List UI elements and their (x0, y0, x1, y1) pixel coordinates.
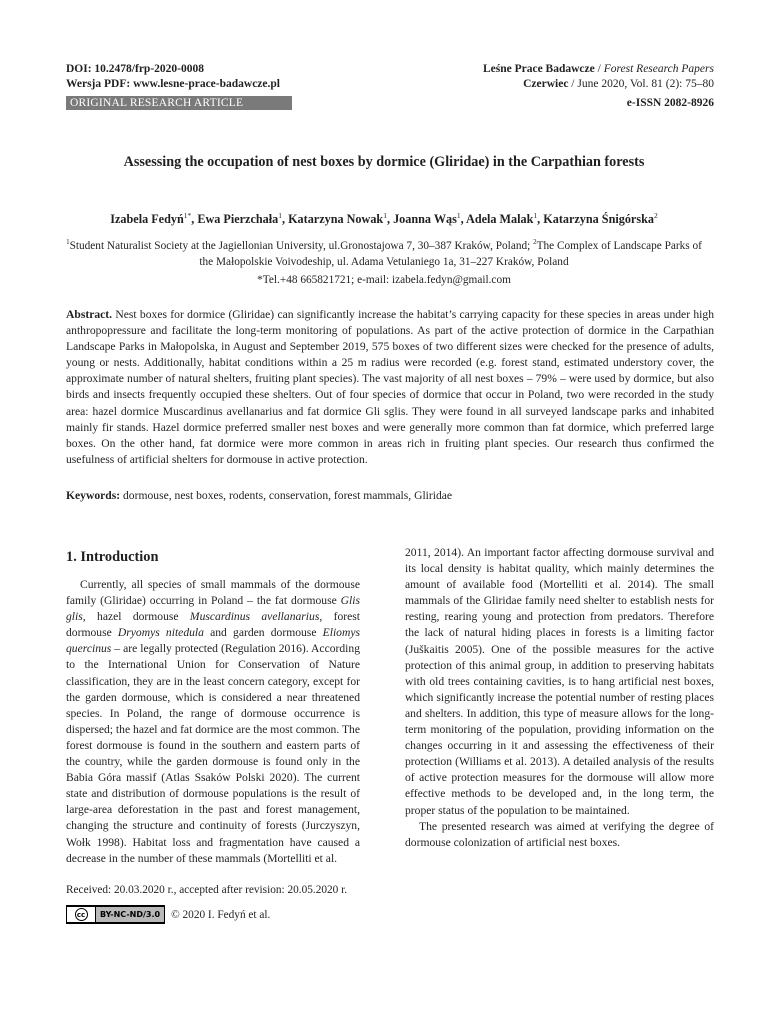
paper-title: Assessing the occupation of nest boxes by dormice (Gliridae) in the Carpathian forests (123, 154, 645, 170)
copyright: © 2020 I. Fedyń et al. (171, 908, 271, 921)
paragraph: 2011, 2014). An important factor affecting dormouse survival and its local density is habitat quality, which mainly determines the amount of available food (Mortelliti et al. 2014). The small mammals of the Gliridae family need shelter to establish nests for resting, rearing young and protection from predators. Therefore the lack of natural hiding places in forests is a limiting factor (Juškaitis 2005). One of the possible measures for the active protection of this animal group, in addition to preserving habitats with old trees containing cavities, is to hang artificial nest boxes, which significantly increase the potential number of resting places and shelters. In addition, this type of measure allows for the long-term monitoring of the population, providing information on the changes occurring in it and assessing the effectiveness of their protection (Williams et al. 2013). A detailed analysis of the results of active protection measures for the dormouse will allow more effective methods to be developed and, in the long term, the proper status of the population to be maintained. (405, 546, 714, 817)
paragraph: The presented research was aimed at verifying the degree of dormouse colonization of artificial nest boxes. (405, 819, 714, 849)
corresponding-contact: *Tel.+48 665821721; e-mail: izabela.fedyn@gmail.com (257, 274, 511, 286)
pdf-link[interactable]: Wersja PDF: www.lesne-prace-badawcze.pl (66, 78, 280, 90)
doi[interactable]: DOI: 10.2478/frp-2020-0008 (66, 63, 204, 75)
section-heading: 1. Introduction (66, 549, 159, 565)
license-text: BY-NC-ND/3.0 (96, 907, 164, 922)
abstract (66, 307, 714, 468)
left-column (66, 577, 360, 867)
author: Katarzyna Nowak$^1$, (288, 211, 394, 227)
author-list (40, 208, 728, 227)
author: Izabela Fedyń$^{1*}$, (110, 211, 198, 227)
issue-date: Czerwiec / June 2020, Vol. 81 (2): 75–80 (523, 78, 714, 90)
affiliations: $^1$Student Naturalist Society at the Jagiellonian University, ul.Gronostajowa 7, 30–387 Kraków, Poland; $^2$The Complex of Landscape Parks of the Małopolskie Voivodeship, ul. Adama Vetulaniego 1a, 31–227 Kraków, Poland (66, 238, 702, 269)
author: Joanna Wąs$^1$, (393, 211, 467, 227)
header-left (66, 62, 280, 92)
issn: e-ISSN 2082-8926 (626, 97, 714, 109)
keywords (66, 489, 714, 502)
author: Katarzyna Śnigórska$^2$ (543, 211, 658, 227)
license-row (66, 905, 270, 924)
received-dates: Received: 20.03.2020 r., accepted after revision: 20.05.2020 r. (66, 884, 348, 896)
cc-license-badge[interactable] (66, 905, 165, 924)
article-type-banner: ORIGINAL RESEARCH ARTICLE (66, 96, 292, 110)
abstract-text: Nest boxes for dormice (Gliridae) can significantly increase the habitat’s carrying capacity for these species in areas under high anthropopressure and facilitate the long-term monitoring of populations. As part of the active protection of dormice in the Carpathian Landscape Parks in Małopolska, in August and September 2019, 575 boxes of two different sizes were checked for the presence of adults, young or nests. Additionally, habitat conditions within a 25 m radius were recorded (e.g. forest stand, estimated understory cover, the approximate number of natural shelters, fruiting plant species). The vast majority of all nest boxes – 79% – were used by dormice, but also birds and insects frequently occupied these shelters. Out of four species of dormice that occur in Poland, two were recorded in the study area: hazel dormice Muscardinus avellanarius and fat dormice Gli sglis. They were found in all surveyed landscape parks and inhabited mainly fir stands. Hazel dormice preferred smaller nest boxes and were generally more common than fat dormice, which preferred large boxes. On the other hand, fat dormice were more common in areas rich in fruiting plant species. Our research thus confirmed the usefulness of artificial shelters for dormouse in active protection. (66, 308, 714, 466)
keywords-label: Keywords: (66, 489, 121, 502)
author: Ewa Pierzchała$^1$, (197, 211, 289, 227)
creative-commons-icon: cc (67, 907, 96, 922)
header-right (483, 62, 714, 92)
right-column (405, 545, 714, 851)
abstract-label: Abstract. (66, 308, 113, 321)
paragraph: Currently, all species of small mammals of the dormouse family (Gliridae) occurring in Poland – the fat dormouse Glis glis, hazel dormouse Muscardinus avellanarius, forest dormouse Dryomys nitedula and garden dormouse Eliomys quercinus – are legally protected (Regulation 2016). According to the International Union for Conservation of Nature classification, they are in the least concern category, except for the garden dormouse, which is considered a near threatened species. In Poland, the range of dormouse occurrence is dispersed; the hazel and fat dormice are the most common. The forest dormouse is found in the southern and eastern parts of the country, while the garden dormouse is found only in the Babia Góra massif (Atlas Ssaków Polski 2020). The current state and distribution of dormouse populations is the result of large-area deforestation in the past and forest management, changing the structure and continuity of forests (Jurczyszyn, Wołk 1998). Habitat loss and fragmentation have caused a decrease in the number of these mammals (Mortelliti et al. (66, 578, 360, 865)
author: Adela Malak$^1$, (466, 211, 544, 227)
journal-name: Leśne Prace Badawcze / Forest Research Papers (482, 63, 714, 75)
keywords-text: dormouse, nest boxes, rodents, conservation, forest mammals, Gliridae (120, 489, 453, 502)
